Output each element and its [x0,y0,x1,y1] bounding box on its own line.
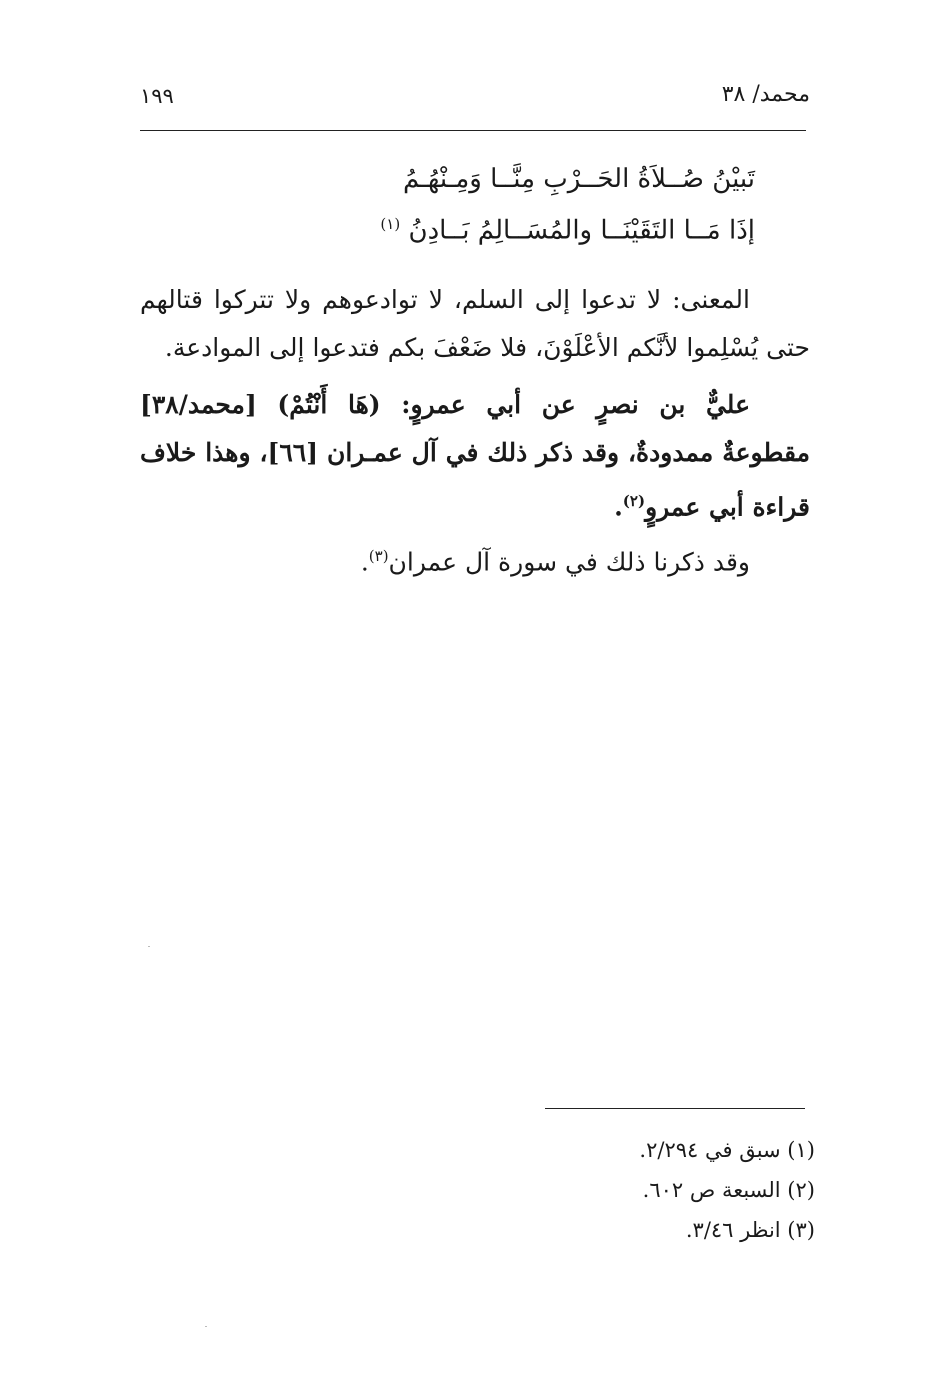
footnote-1: (١) سبق في ٢/٢٩٤. [639,1138,815,1162]
paragraph-meaning [140,276,810,372]
verse-line-2-text: إذَا مَــا التَقَيْنَــا والمُسَــالِمُ بَــادِنُ [408,215,755,246]
footnote-2: (٢) السبعة ص ٦٠٢. [642,1178,815,1202]
footnote-marker-2: (٢) [622,492,646,510]
paragraph-reference-text: وقد ذكرنا ذلك في سورة آل عمران [388,547,750,577]
header-rule [140,130,806,131]
paragraph-reading [140,381,810,531]
running-title: محمد/ ٣٨ [721,82,810,107]
scan-speck [148,946,150,947]
paragraph-reading-text: عليٌّ بن نصرٍ عن أبي عمروٍ: (هَا أَنْتُمْ) [محمد/٣٨] مقطوعةٌ ممدودةٌ، وقد ذكر ذلك في آل عمـران [٦٦]، وهذا خلاف قراءة أبي عمروٍ [140,390,810,522]
verse-line-1 [195,164,755,194]
paragraph-reference-end: . [360,547,369,577]
paragraph-reading-end: . [614,492,623,522]
page-number: ١٩٩ [140,84,174,108]
verse-line-1-text: تَبيْنُ صُــلاَةُ الحَــرْبِ مِنَّــا وَمِـنْهُـمُ [403,164,755,194]
footnote-marker-1: (١) [380,215,401,233]
footnote-3: (٣) انظر ٣/٤٦. [685,1218,815,1242]
scan-speck [205,1326,207,1327]
paragraph-meaning-text: المعنى: لا تدعوا إلى السلم، لا توادعوهم ولا تتركوا قتالهم حتى يُسْلِموا لأنَّكم الأعْلَوْنَ، فلا ضَعْفَ بكم فتدعوا إلى الموادعة. [140,285,810,362]
footnote-marker-3: (٣) [368,547,389,565]
page-header [140,82,810,122]
verse-line-2 [195,215,755,246]
footnotes [415,1130,815,1250]
paragraph-reference [140,532,810,586]
footnote-rule [545,1108,805,1109]
